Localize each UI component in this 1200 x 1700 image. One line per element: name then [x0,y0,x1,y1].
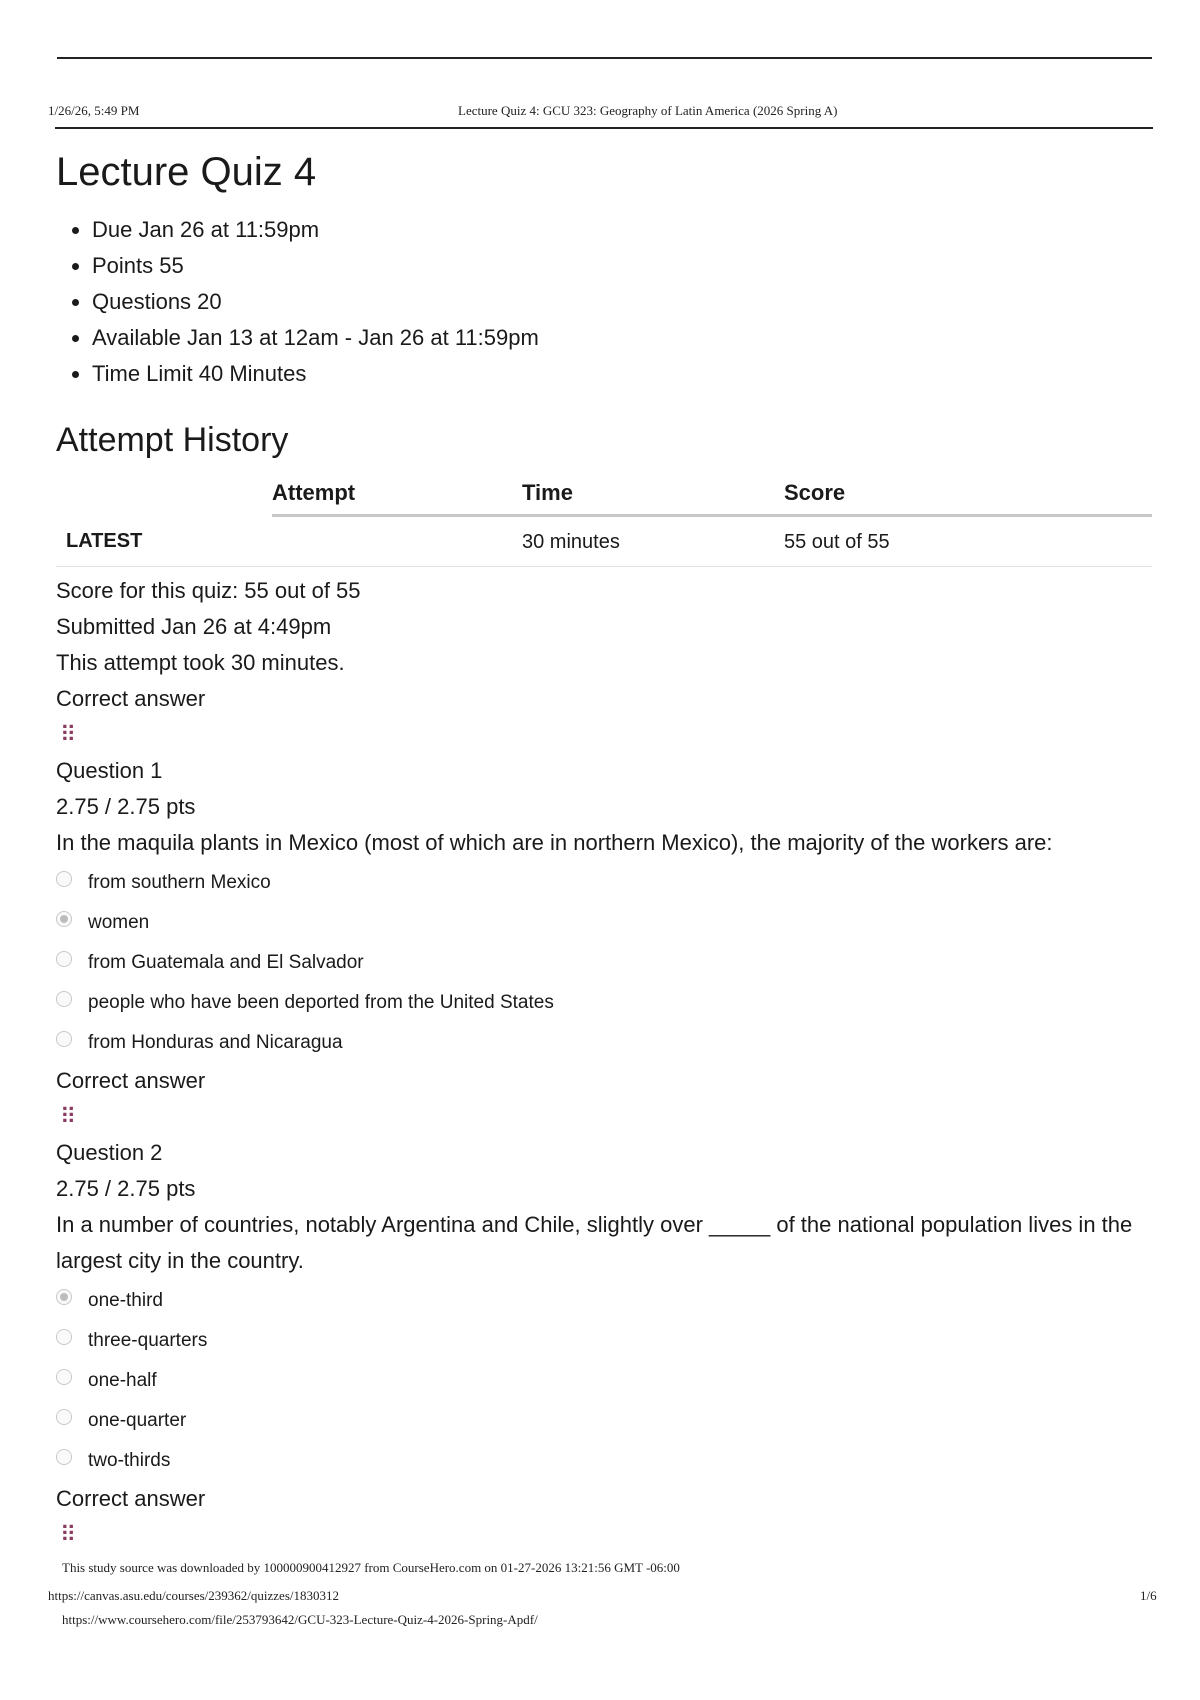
attempt-latest-label: LATEST [56,516,272,567]
radio-selected-icon[interactable] [56,1289,72,1305]
answer-label: one-third [88,1290,163,1311]
detail-questions: • Questions 20 [92,284,1152,320]
table-row [56,516,1152,567]
print-header [48,103,1151,125]
answer-option[interactable] [56,1281,1152,1321]
header-attempt: Attempt [272,476,522,516]
answer-label: from Guatemala and El Salvador [88,952,364,973]
radio-icon[interactable] [56,1031,72,1047]
summary-score: Score for this quiz: 55 out of 55 [56,578,361,603]
question-points: 2.75 / 2.75 pts [56,794,196,819]
quiz-title: Lecture Quiz 4 [56,150,317,194]
quiz-content [56,140,1152,1553]
summary-submitted: Submitted Jan 26 at 4:49pm [56,614,332,639]
correct-answer-label: Correct answer [56,1486,206,1511]
question-text: In a number of countries, notably Argentina and Chile, slightly over _____ of the national population lives in the largest city in the country. [56,1212,1133,1273]
detail-available: • Available Jan 13 at 12am - Jan 26 at 11:59pm [92,320,1152,356]
drag-handle-icon: ⠿ [60,1522,75,1547]
print-title: Lecture Quiz 4: GCU 323: Geography of Latin America (2026 Spring A) [458,103,838,118]
question-points: 2.75 / 2.75 pts [56,1176,196,1201]
quiz-details [56,212,1152,392]
header-time: Time [522,476,784,516]
header-rule [55,127,1153,129]
answer-option[interactable] [56,1023,1152,1063]
radio-icon[interactable] [56,991,72,1007]
detail-points: • Points 55 [92,248,1152,284]
radio-icon[interactable] [56,1369,72,1385]
question-3 [56,1481,1152,1553]
answer-label: one-quarter [88,1410,187,1431]
answer-label: two-thirds [88,1450,171,1471]
question-1 [56,681,1152,1063]
answer-option[interactable] [56,903,1152,943]
table-header-row [56,476,1152,516]
top-rule [57,57,1152,59]
radio-icon[interactable] [56,1329,72,1345]
answer-option[interactable] [56,983,1152,1023]
summary-duration: This attempt took 30 minutes. [56,650,345,675]
radio-icon[interactable] [56,951,72,967]
question-title: Question 2 [56,1140,163,1165]
answer-list [56,1281,1152,1481]
page-url[interactable]: https://canvas.asu.edu/courses/239362/quizzes/1830312 [48,1588,340,1603]
radio-icon[interactable] [56,1409,72,1425]
source-url[interactable]: https://www.coursehero.com/file/253793642/GCU-323-Lecture-Quiz-4-2026-Spring-Apdf/ [62,1612,538,1627]
question-title: Question 1 [56,758,163,783]
answer-label: from Honduras and Nicaragua [88,1032,343,1053]
answer-list [56,863,1152,1063]
page-number: 1/6 [1140,1588,1157,1603]
attempt-score: 55 out of 55 [784,516,1152,567]
answer-label: people who have been deported from the United States [88,992,554,1013]
detail-due: • Due Jan 26 at 11:59pm [92,212,1152,248]
radio-icon[interactable] [56,871,72,887]
answer-label: one-half [88,1370,157,1391]
answer-option[interactable] [56,943,1152,983]
answer-option[interactable] [56,1401,1152,1441]
answer-label: three-quarters [88,1330,208,1351]
question-2 [56,1063,1152,1481]
question-text: In the maquila plants in Mexico (most of which are in northern Mexico), the majority of the workers are: [56,830,1053,855]
answer-option[interactable] [56,1321,1152,1361]
radio-selected-icon[interactable] [56,911,72,927]
answer-label: women [88,912,150,933]
drag-handle-icon: ⠿ [60,722,75,747]
correct-answer-label: Correct answer [56,1068,206,1093]
print-date: 1/26/26, 5:49 PM [48,103,140,118]
radio-icon[interactable] [56,1449,72,1465]
answer-option[interactable] [56,1361,1152,1401]
header-blank [56,476,272,516]
detail-time-limit: • Time Limit 40 Minutes [92,356,1152,392]
attempt-history-table [56,476,1152,567]
attempt-link[interactable] [272,516,522,567]
header-score: Score [784,476,1152,516]
answer-label: from southern Mexico [88,872,271,893]
drag-handle-icon: ⠿ [60,1104,75,1129]
attempt-time: 30 minutes [522,516,784,567]
correct-answer-label: Correct answer [56,686,206,711]
quiz-summary [56,573,1152,681]
download-note: This study source was downloaded by 100000900412927 from CourseHero.com on 01-27-2026 13:21:56 GMT -06:00 [62,1560,680,1575]
attempt-history-heading: Attempt History [56,421,289,459]
answer-option[interactable] [56,863,1152,903]
answer-option[interactable] [56,1441,1152,1481]
